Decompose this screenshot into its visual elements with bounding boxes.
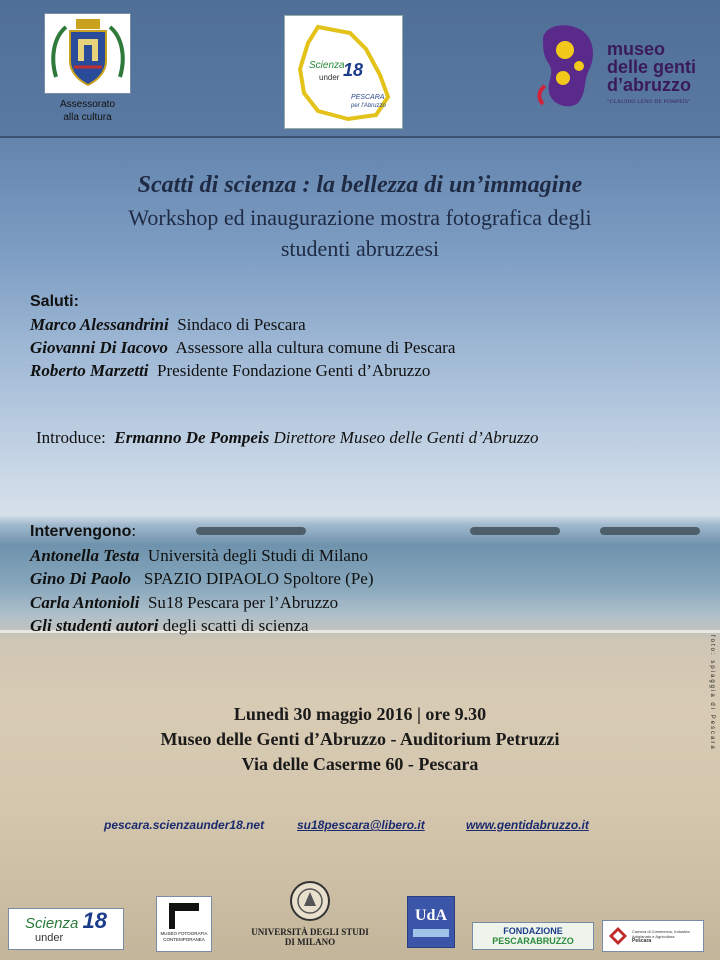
person-name: Marco Alessandrini: [30, 315, 169, 334]
intervengono-heading: Intervengono:: [30, 521, 137, 540]
mfc-line1: MUSEO FOTOGRAFIA: [160, 931, 208, 936]
person-role: degli scatti di scienza: [162, 616, 309, 635]
email-link[interactable]: su18pescara@libero.it: [297, 818, 425, 832]
breakwater: [600, 527, 700, 535]
event-venue: Museo delle Genti d’Abruzzo - Auditorium Petruzzi: [160, 729, 560, 749]
camera-line3: Pescara: [632, 937, 652, 944]
breakwater: [470, 527, 560, 535]
intervengono-label: Intervengono: [30, 523, 132, 540]
person-name: Giovanni Di Iacovo: [30, 338, 168, 357]
fondazione-line2: PESCARABRUZZO: [492, 936, 574, 946]
museo-line2: delle genti: [607, 57, 697, 77]
scienza-logo-under: under: [319, 73, 340, 82]
unimi-line1: UNIVERSITÀ DEGLI STUDI: [251, 927, 369, 937]
person-role: Università degli Studi di Milano: [147, 545, 368, 565]
person-role: Presidente Fondazione Genti d’Abruzzo: [157, 361, 431, 380]
footer-su18-logo: [8, 908, 124, 950]
person-role: SPAZIO DIPAOLO Spoltore (Pe): [143, 569, 374, 588]
uda-wave-icon: [413, 929, 449, 937]
site2-link-wrapper: [466, 818, 589, 832]
mfc-line2: CONTEMPORANEA: [163, 937, 205, 942]
footer-unimi-logo: [240, 880, 380, 952]
event-date: Lunedì 30 maggio 2016 | ore 9.30: [233, 704, 487, 724]
comune-caption-line1: Assessorato: [59, 99, 116, 110]
comune-caption-line2: alla cultura: [63, 112, 112, 123]
museo-line3: d’abruzzo: [607, 75, 691, 95]
crest-icon: [48, 17, 128, 91]
intervengono-row: [30, 614, 374, 638]
saluti-block: [30, 290, 455, 382]
unimi-line2: DI MILANO: [284, 937, 336, 947]
introduce-block: Introduce: Ermanno De Pompeis Direttore Museo delle Genti d’Abruzzo: [36, 428, 539, 447]
uda-text: UdA: [414, 907, 447, 924]
person-name: Gli studenti autori: [30, 616, 159, 635]
footer-uda-logo: [407, 896, 455, 948]
scienza-logo-city: PESCARA: [351, 94, 385, 101]
subtitle-line1: Workshop ed inaugurazione mostra fotografica degli: [128, 205, 592, 230]
intervengono-block: [30, 519, 374, 638]
saluti-row: [30, 336, 455, 359]
person-name: Gino Di Paolo: [30, 569, 132, 588]
scienza-logo-text: Scienza: [309, 60, 345, 71]
footer-mfc-logo: [156, 896, 212, 952]
museo-sun-logo-icon: [533, 20, 603, 110]
person-role: Su18 Pescara per l’Abruzzo: [147, 592, 339, 612]
site1-link-wrapper: [104, 818, 264, 832]
scienza-under18-pescara-logo: [284, 15, 403, 129]
event-address: Via delle Caserme 60 - Pescara: [241, 754, 479, 774]
scienza-logo-region: per l'Abruzzo: [351, 103, 386, 109]
person-role: Sindaco di Pescara: [177, 315, 306, 334]
camera-commercio-icon: [607, 925, 629, 947]
site1-link[interactable]: pescara.scienzaunder18.net: [104, 818, 265, 832]
footer-su18-number: 18: [82, 907, 108, 933]
camera-line2: Artigianato e Agricoltura: [632, 933, 675, 939]
footer-su18-text: Scienza: [24, 914, 79, 932]
camera-line1: Camera di Commercio, Industria: [632, 928, 690, 934]
footer-su18-under: under: [34, 931, 64, 944]
intervengono-row: [30, 591, 374, 615]
saluti-row: [30, 359, 455, 382]
introduce-role: Direttore Museo delle Genti d’Abruzzo: [273, 428, 539, 447]
unimi-seal-icon: [289, 880, 331, 922]
email-link-wrapper: [297, 818, 425, 832]
saluti-row: [30, 313, 455, 336]
person-name: Roberto Marzetti: [30, 361, 149, 380]
person-role: Assessore alla cultura comune di Pescara: [175, 338, 456, 357]
comune-caption: [44, 98, 131, 124]
footer-camera-commercio-logo: [602, 920, 704, 952]
site2-link[interactable]: www.gentidabruzzo.it: [466, 818, 589, 832]
intervengono-row: [30, 567, 374, 591]
introduce-label: Introduce: [36, 428, 102, 447]
main-title: Scatti di scienza : la bellezza di un’immagine: [137, 172, 583, 198]
museo-line1: museo: [607, 39, 666, 59]
subtitle-line2: studenti abruzzesi: [280, 236, 440, 261]
scienza-logo-number: 18: [343, 60, 364, 80]
photo-credit: foto: spiaggia di Pescara: [709, 635, 715, 751]
museo-title: [607, 40, 696, 94]
mfc-mark-icon: [167, 901, 201, 931]
comune-pescara-logo: [44, 13, 131, 94]
saluti-label: Saluti:: [30, 293, 79, 310]
person-name: Antonella Testa: [30, 545, 140, 565]
footer-fondazione-logo: [472, 922, 594, 950]
intervengono-row: [30, 544, 374, 568]
fondazione-line1: FONDAZIONE: [503, 926, 563, 936]
introduce-name: Ermanno De Pompeis: [114, 428, 270, 447]
museo-subtitle: "CLAUDIO LENO DE POMPEIS": [607, 99, 691, 105]
person-name: Carla Antonioli: [30, 592, 140, 612]
